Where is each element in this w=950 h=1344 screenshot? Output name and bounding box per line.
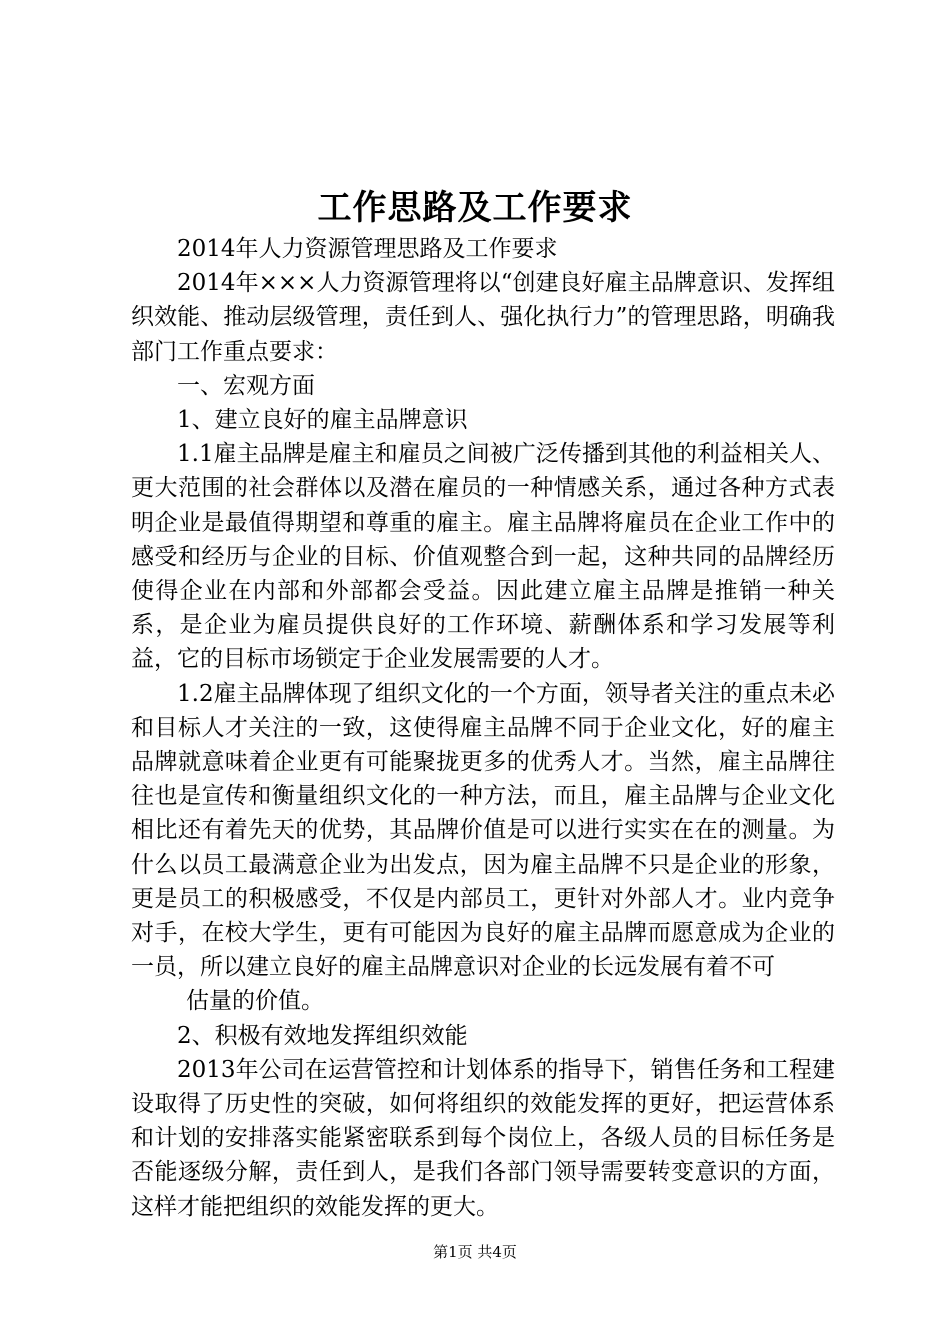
section-heading-macro: 一、宏观方面: [177, 372, 315, 399]
paragraph-intro: 2014年×××人力资源管理将以“创建良好雇主品牌意识、发挥组织效能、推动层级管理，责任到人、强化执行力”的管理思路，明确我部门工作重点要求：: [131, 270, 835, 365]
paragraph-1-1: 1.1雇主品牌是雇主和雇员之间被广泛传播到其他的利益相关人、更大范围的社会群体以及潜在雇员的一种情感关系，通过各种方式表明企业是最值得期望和尊重的雇主。雇主品牌将雇员在企业工作中的感受和经历与企业的目标、价值观整合到一起，这种共同的品牌经历使得企业在内部和外部都会受益。因此建立雇主品牌是推销一种关系，是企业为雇员提供良好的工作环境、薪酬体系和学习发展等利益，它的目标市场锁定于企业发展需要的人才。: [131, 441, 835, 673]
paragraph-1-2: 1.2雇主品牌体现了组织文化的一个方面，领导者关注的重点未必和目标人才关注的一致，这使得雇主品牌不同于企业文化，好的雇主品牌就意味着企业更有可能聚拢更多的优秀人才。当然，雇主品牌往往也是宣传和衡量组织文化的一种方法，而且，雇主品牌与企业文化相比还有着先天的优势，其品牌价值是可以进行实实在在的测量。为什么以员工最满意企业为出发点，因为雇主品牌不只是企业的形象，更是员工的积极感受，不仅是内部员工，更针对外部人才。业内竞争对手，在校大学生，更有可能因为良好的雇主品牌而愿意成为企业的一员，所以建立良好的雇主品牌意识对企业的长远发展有着不可: [131, 680, 835, 981]
document-body: [131, 232, 835, 1224]
paragraph-2013: 2013年公司在运营管控和计划体系的指导下，销售任务和工程建设取得了历史性的突破，如何将组织的效能发挥的更好，把运营体系和计划的安排落实能紧密联系到每个岗位上，各级人员的目标任务是否能逐级分解，责任到人，是我们各部门领导需要转变意识的方面，这样才能把组织的效能发挥的更大。: [131, 1056, 835, 1220]
document-title: 工作思路及工作要求: [317, 188, 633, 228]
page-number-footer: 第1页 共4页: [433, 1243, 517, 1261]
paragraph-1-2-tail: 估量的价值。: [186, 988, 324, 1015]
paragraph-subtitle: 2014年人力资源管理思路及工作要求: [177, 236, 558, 262]
subsection-heading-employer-brand: 1、建立良好的雇主品牌意识: [177, 407, 468, 434]
subsection-heading-org-efficiency: 2、积极有效地发挥组织效能: [177, 1022, 468, 1049]
